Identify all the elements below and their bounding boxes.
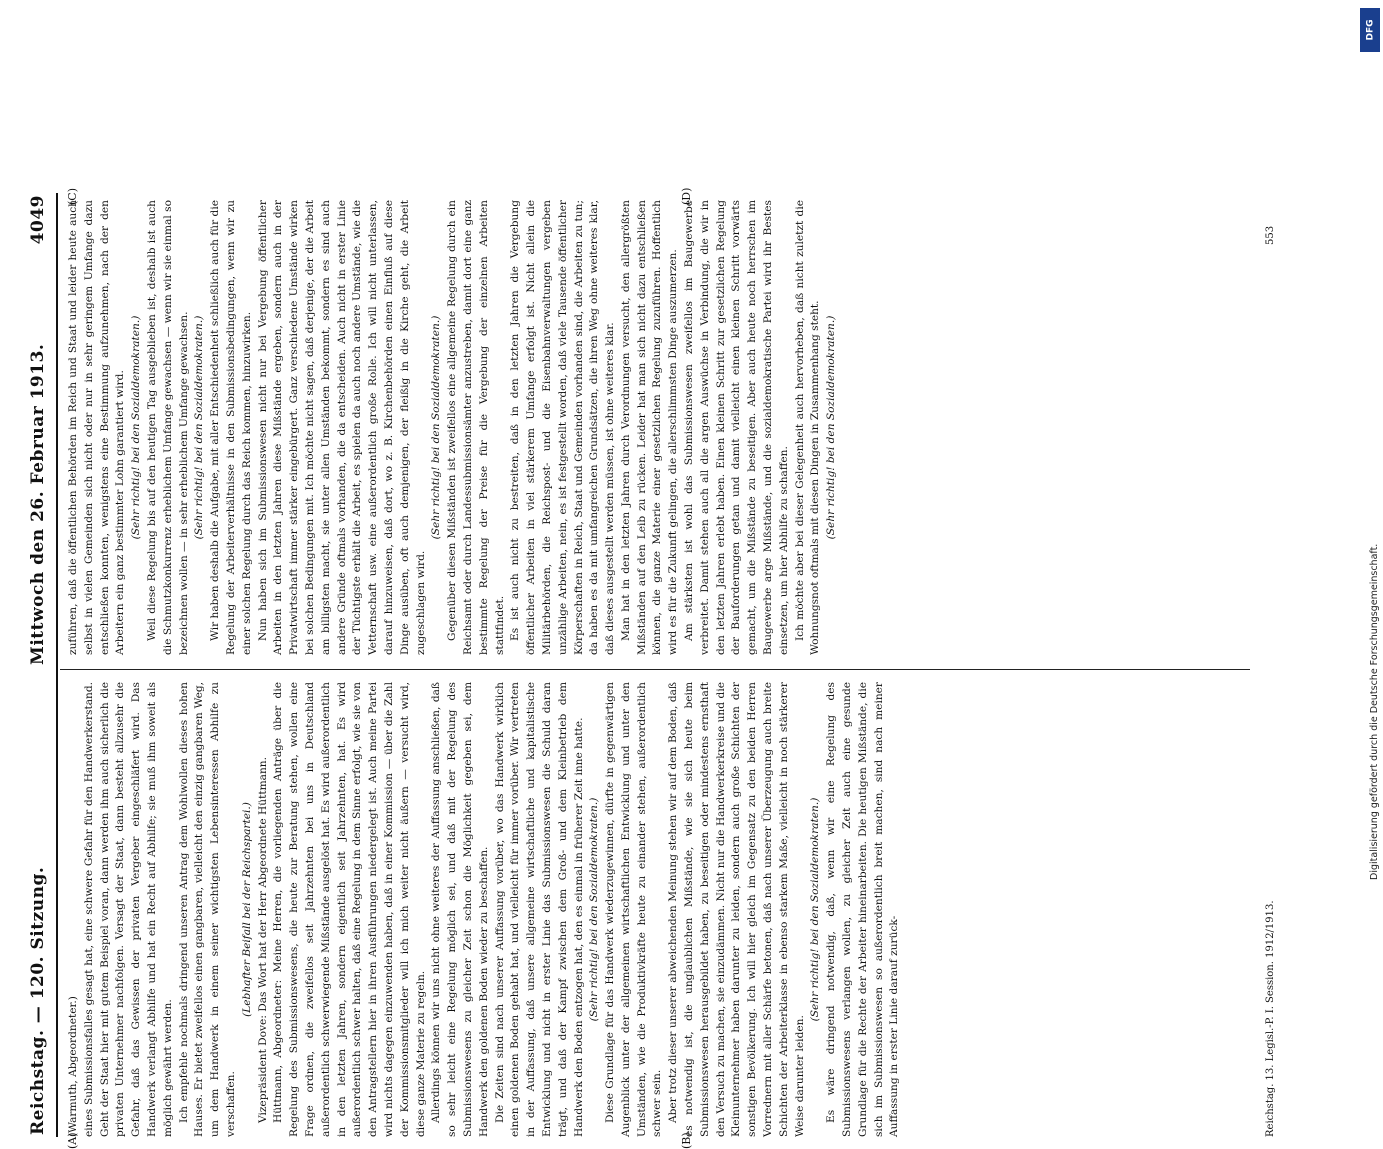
header-page-number: 4049 — [28, 195, 48, 245]
page-header — [20, 185, 60, 1145]
right-column-paragraph: Nun haben sich im Submissionswesen nicht nur bei Vergebung öffentlicher Arbeiten in den letzten Jahren diese Mißstände ergeben, sondern auch in der Privatwirtschaft immer stärker eingebürgert. Ganz verschiedene Umstände wirken bei solchen Bedingungen mit. Ich möchte nicht sagen, daß derjenige, der die Arbeit am billigsten macht, sie unter allen Umständen bekommt, sondern es sind auch andere Gründe oftmals vorhanden, die da entscheiden. Auch nicht in erster Linie der Tüchtigste erhält die Arbeit, es spielen da auch noch andere Umstände, wie die Vetternschaft usw. eine außerordentlich große Rolle. Ich will nicht unterlassen, darauf hinzuweisen, daß dort, wo z. B. Kirchenbehörden einen Einfluß auf diese Dinge ausüben, oft auch demjenigen, der fleißig in die Kirche geht, die Arbeit zugeschlagen wird. — [256, 200, 427, 655]
left-column-paragraph: (Lebhafter Beifall bei der Reichspartei.) — [240, 802, 253, 1017]
right-column-paragraph: zuführen, daß die öffentlichen Behörden im Reich und Staat und leider heute auch selbst in vielen Gemeinden sich nicht oder nur in sehr geringem Umfange dazu entschließen konnten, wenigstens eine Bestimmung aufzunehmen, nach der den Arbeitern ein ganz bestimmter Lohn garantiert wird. — [67, 200, 127, 655]
column-divider — [60, 669, 1250, 670]
left-column-paragraph: Die Zeiten sind nach unserer Auffassung vorüber, wo das Handwerk wirklich einen goldenen Boden gehabt hat, und vielleicht für immer vorüber. Wir vertreten in der Auffassung, daß unsere allgemeine wirtschaftliche und kapitalistische Entwicklung und nicht in erster Linie das Submissionswesen die Schuld daran trägt, und daß der Kampf zwischen dem Groß- und dem Kleinbetrieb dem Handwerk den Boden entzogen hat, den es einmal in früherer Zeit inne hatte. — [493, 682, 585, 1137]
right-column-paragraph: Am stärksten ist wohl das Submissionswesen zweifellos im Baugewerbe verbreitet. Damit stehen auch all die argen Auswüchse in Verbindung, die wir in den letzten Jahren erlebt haben. Einen kleinen Schritt zur gesetzlichen Regelung der Bauforderungen getan und damit vielleicht einen kleinen Schritt vorwärts gemacht, um die Mißstände zu beseitigen. Aber auch heute noch herrschen im Baugewerbe arge Mißstände, und die sozialdemokratische Partei wird ihr Bestes einsetzen, um hier Abhilfe zu schaffen. — [683, 200, 790, 655]
header-session: Reichstag. — 120. Sitzung. — [28, 866, 48, 1135]
right-column-paragraph: (Sehr richtig! bei den Sozialdemokraten.) — [193, 315, 206, 540]
left-column-paragraph: (Warmuth, Abgeordneter.) — [67, 996, 79, 1137]
margin-marker-d: (D) — [680, 187, 693, 205]
right-column-paragraph: Weil diese Regelung bis auf den heutigen Tag ausgeblieben ist, deshalb ist auch die Schmutzkonkurrenz erheblichem Umfange gewachsen — wenn wir sie einmal so bezeichnen wollen — in sehr erheblichem Umfange gewachsen. — [145, 200, 190, 655]
left-column-paragraph: (Sehr richtig! bei den Sozialdemokraten.) — [588, 797, 601, 1022]
left-column-paragraph: Vizepräsident Dove: Das Wort hat der Herr Abgeordnete Hüttmann. — [256, 757, 269, 1123]
left-column — [66, 682, 903, 1137]
margin-marker-b: (B) — [680, 1132, 693, 1149]
header-date: Mittwoch den 26. Februar 1913. — [28, 343, 48, 665]
left-column-paragraph: eines Submissionsfalles gesagt hat, eine schwere Gefahr für den Handwerkerstand. Geht der Staat hier mit gutem Beispiel voran, dann werden ihm auch sicherlich die privaten Unternehmer nachfolgen. Versagt der Staat, dann besteht allzusehr die Gefahr, daß das Gewissen der privaten Vergeber eingeschläfert wird. Das Handwerk verlangt Abhilfe und hat ein Recht auf Abhilfe; sie muß ihm soweit als möglich gewährt werden. — [82, 682, 174, 1137]
left-column-paragraph: Es wäre dringend notwendig, daß, wenn wir eine Regelung des Submissionswesens verlangen wollen, zu gleicher Zeit auch eine gesunde Grundlage für die Rechte der Arbeiter hineinarbeiten. Die heutigen Mißstände, die sich im Submissionswesen so außerordentlich breit machen, sind nach meiner Auffassung in erster Linie darauf zurück- — [825, 682, 901, 1137]
margin-marker-a: (A) — [66, 1132, 79, 1149]
left-column-paragraph: (Sehr richtig! bei den Sozialdemokraten.) — [809, 797, 822, 1022]
left-column-paragraph: Diese Grundlage für das Handwerk wiederzugewinnen, dürfte in gegenwärtigen Augenblick unter der allgemeinen wirtschaftlichen Entwicklung und unter den Umständen, wie die Produktivkräfte heute zu einander stehen, außerordentlich schwer sein. — [604, 682, 664, 1137]
right-column-paragraph: (Sehr richtig! bei den Sozialdemokraten.) — [825, 315, 838, 540]
right-column-paragraph: Gegenüber diesen Mißständen ist zweifellos eine allgemeine Regelung durch ein Reichsamt oder durch Landessubmissionsämter anzustreben, damit dort eine ganz bestimmte Regelung der Preise für die Vergebung der einzelnen Arbeiten stattfindet. — [446, 200, 506, 655]
right-column-paragraph: (Sehr richtig! bei den Sozialdemokraten.) — [430, 315, 443, 540]
margin-marker-c: (C) — [66, 188, 79, 205]
left-column-paragraph: Ich empfehle nochmals dringend unseren Antrag dem Wohlwollen dieses hohen Hauses. Er bietet zweifellos einen gangbaren, vielleicht den einzig gangbaren Weg, um dem Handwerk in einem seiner wichtigsten Lebensinteressen Abhilfe zu verschaffen. — [177, 682, 237, 1137]
right-column-paragraph: Wir haben deshalb die Aufgabe, mit aller Entschiedenheit schließlich auch für die Regelung der Arbeiterverhältnisse in den Submissionsbedingungen, wenn wir zu einer solchen Regelung durch das Reich kommen, hinzuwirken. — [209, 200, 253, 655]
digitization-note-text: Digitalisierung gefördert durch die Deutsche Forschungsgemeinschaft. — [1369, 543, 1380, 880]
right-column-paragraph: Es ist auch nicht zu bestreiten, daß in den letzten Jahren die Vergebung öffentlicher Arbeiten in viel stärkerem Umfange erfolgt ist. Nicht allein die Militärbehörden, die Reichspost- und die Eisenbahnverwaltungen vergeben unzählige Arbeiten, nein, es ist festgestellt worden, daß viele Tausende öffentlicher Körperschaften in Reich, Staat und Gemeinden vorhanden sind, die Arbeiten zu tun; da haben es da mit umfangreichen Grundsätzen, die ihren Weg ohne weiteres klar, daß dieses ausgestellt werden müssen, ist ohne weiteres klar. — [509, 200, 617, 655]
left-column-paragraph: Aber trotz dieser unserer abweichenden Meinung stehen wir auf dem Boden, daß es notwendig ist, die unglaublichen Mißstände, wie sie sich heute beim Submissionswesen herausgebildet haben, zu beseitigen oder mindestens ernsthaft den Versuch zu machen, sie einzudämmen. Nicht nur die Handwerkerkreise und die Kleinunternehmer haben darunter zu leiden, sondern auch große Schichten der sonstigen Bevölkerung. Ich will hier gleich im Gegensatz zu den beiden Herren Vorrednern mit aller Schärfe betonen, daß nach unserer Überzeugung auch breite Schichten der Arbeiterklasse in ebenso starkem Maße, vielleicht in noch stärkerer Weise darunter leiden. — [667, 682, 806, 1137]
logo-text: DFG — [1365, 19, 1376, 41]
digitization-note — [1355, 60, 1380, 880]
left-column-paragraph: Allerdings können wir uns nicht ohne weiteres der Auffassung anschließen, daß so sehr leicht eine Regelung möglich sei, und daß mit der Regelung des Submissionswesens zu gleicher Zeit schon die Möglichkeit gegeben sei, dem Handwerk den goldenen Boden wieder zu beschaffen. — [430, 682, 490, 1137]
rotated-page — [20, 185, 1310, 1149]
right-column — [66, 200, 840, 655]
page-footer: Reichstag. 13. Legisl.-P. I. Session. 1912/1913. — [1265, 900, 1276, 1137]
right-column-paragraph: Man hat in den letzten Jahren durch Verordnungen versucht, den allergrößten Mißständen auf den Leib zu rücken. Leider hat man sich nicht dazu entschließen können, die ganze Materie einer gesetzlichen Regelung zuzuführen. Hoffentlich wird es für die Zukunft gelingen, die allerschlimmsten Dinge auszumerzen. — [619, 200, 680, 655]
dfg-logo-icon — [1360, 8, 1380, 52]
right-column-paragraph: (Sehr richtig! bei den Sozialdemokraten.) — [130, 315, 143, 540]
left-column-paragraph: Hüttmann, Abgeordneter: Meine Herren, die vorliegenden Anträge über die Regelung des Submissionswesens, die heute zur Beratung stehen, wollen eine Frage ordnen, die zweifellos seit Jahrzehnten bei uns in Deutschland außerordentlich schwerwiegende Mißstände ausgelöst hat. Es wird außerordentlich in den letzten Jahren, sondern eigentlich seit Jahrzehnten, hat. Es wird außerordentlich schwer halten, daß eine Regelung in dem Sinne erfolgt, wie sie von den Antragstellern hier in ihren Ausführungen niedergelegt ist. Auch meine Partei wird nichts dagegen einzuwenden haben, daß in einer Kommission — über die Zahl der Kommissionsmitglieder will ich mich weiter nicht äußern — versucht wird, diese ganze Materie zu regeln. — [272, 682, 427, 1137]
right-column-paragraph: Ich möchte aber bei dieser Gelegenheit auch hervorheben, daß nicht zuletzt die Wohnungsnot oftmals mit diesen Dingen in Zusammenhang steht. — [793, 200, 822, 655]
header-rule — [56, 193, 58, 1137]
footer-sheet-number: 553 — [1265, 225, 1276, 245]
